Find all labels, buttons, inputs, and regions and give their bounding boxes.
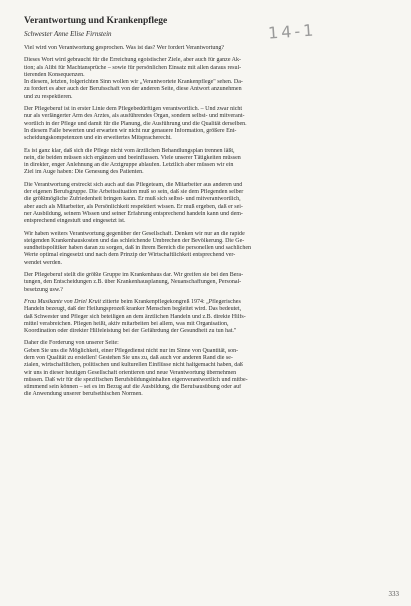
paragraph bbox=[24, 272, 399, 294]
text-line: tungen, den Entscheidungen z.B. über Krankenhausplanung, Neuanschaffungen, Personal- bbox=[24, 279, 242, 286]
page-number: 333 bbox=[388, 590, 399, 598]
text-line: sundheitspolitiker haben daran zu sorgen, daß in ihrem Bereich die personellen und sachlichen bbox=[24, 245, 251, 252]
text-line: tierenden Konsequenzen. bbox=[24, 71, 85, 78]
quote-source: Frau Musikante von Driel Kruit bbox=[24, 298, 101, 305]
text-line: Der Pflegeberuf ist in erster Linie dem Pflegebedürftigen verantwortlich. – Und zwar nicht bbox=[24, 106, 243, 113]
text-line: zu fordert es aber auch der Berufsschaft von der anderen Seite, diese Antwort anzunehmen bbox=[24, 86, 242, 93]
text-line: in direkter, enger Anlehnung an die Arztgruppe ablaufen. Letztlich aber müssen wir ein bbox=[24, 162, 234, 169]
text-line: Viel wird von Verantwortung gesprochen. Was ist das? Wer fordert Verantwortung? bbox=[24, 45, 225, 51]
text-line: und zu respektieren. bbox=[24, 93, 73, 100]
text-line: daß Schwester und Pfleger sich beteiligen an dem ärztlichen Handeln und z.B. direkte Hilfs- bbox=[24, 313, 246, 320]
document-author: Schwester Anne Elise Firnstein bbox=[24, 30, 112, 38]
text-line: mittel verabreichen. Pflegen heißt, aktiv mitarbeiten bei allem, was mit Organisation, bbox=[24, 320, 229, 327]
paragraph bbox=[24, 57, 399, 101]
text-line bbox=[24, 299, 399, 306]
text-line: dern von Qualität zu erstellen! Gestehen Sie uns zu, daß auch vor anderen Rand die se- bbox=[24, 354, 233, 361]
text-line: ner Ausbildung, seinem Wissen und seiner Erfahrung entsprechend handeln kann und dem- bbox=[24, 210, 243, 217]
text-line: entsprechend eingestuft und eingesetzt ist. bbox=[24, 218, 126, 225]
document-title: Verantwortung und Krankenpflege bbox=[24, 16, 168, 26]
text-line: Wir haben weiters Verantwortung gegenüber der Gesellschaft. Denken wir nur an die rapide bbox=[24, 230, 245, 237]
text-line: scheidungskompetenzen und ein erweitertes Mitspracherecht. bbox=[24, 135, 172, 142]
handwritten-note: 14-1 bbox=[267, 20, 317, 43]
text-line: Dieses Wort wird gebraucht für die Erreichung egoistischer Ziele, aber auch für ganze Ak- bbox=[24, 57, 241, 64]
text-line: Handeln bezeugt, daß der Heilungsprozeß kranker Menschen begleitet wird. Das bedeutet, bbox=[24, 306, 242, 313]
text-line: Ziel im Auge haben: Die Genesung des Patienten. bbox=[24, 169, 144, 176]
paragraph bbox=[24, 182, 399, 226]
text-line: wir uns in dieser heutigen Gesellschaft orientieren und neue Verantwortung übernehmen bbox=[24, 369, 237, 376]
text-line: steigenden Krankenhauskosten und das schleichende Umbrechen der Bevölkerung. Die Ge- bbox=[24, 237, 245, 244]
text-line: tion; als Alibi für Machtansprüche – sowie für persönlichen Einsatz mit allen daraus resul- bbox=[24, 64, 242, 71]
text-line: besetzung usw.? bbox=[24, 286, 63, 293]
paragraph bbox=[24, 106, 399, 142]
text-line: zialen, wirtschaftlichen, politischen und kulturellen Einflüsse nicht haltgemacht haben, daß bbox=[24, 362, 243, 369]
paragraph bbox=[24, 340, 399, 398]
text-line: nein, die beiden müssen sich ergänzen und beeinflussen. Viele unserer Tätigkeiten müssen bbox=[24, 154, 241, 161]
text-line: Die Verantwortung erstreckt sich auch auf das Pflegeteam, die Mitarbeiter aus anderen und bbox=[24, 181, 243, 188]
text-line: wendet werden. bbox=[24, 259, 62, 266]
text-line: aber auch als Mitarbeiter, als Persönlichkeit respektiert wissen. Er muß ergeben, daß er sei- bbox=[24, 203, 243, 210]
paragraph bbox=[24, 231, 399, 267]
text-line: In diesem, letzten, folgerichten Sinn wollen wir „Verantwortete Krankenpflege" sehen. Da- bbox=[24, 79, 243, 86]
text-line: Koordination oder direkter Hilfeleistung bei der Gefährdung der Gesundheit zu tun hat." bbox=[24, 328, 237, 335]
text-line: Der Pflegeberuf stellt die größte Gruppe im Krankenhaus dar. Wir greifen sie bei den Bera- bbox=[24, 272, 244, 279]
text-line: der eigenen Berufsgruppe. Die Arbeitssituation muß so sein, daß sie dem Pflegenden selber bbox=[24, 189, 244, 196]
document-body bbox=[24, 45, 399, 399]
text-line: die größtmögliche Zufriedenheit bringen kann. Er muß sich selbst- und mitverantwortlich, bbox=[24, 196, 241, 203]
text-line: nur als verlängerter Arm des Arztes, als ausführendes Organ, sondern selbst- und mitverant- bbox=[24, 113, 245, 120]
text-line: die Anwendung unserer berufsethischen Normen. bbox=[24, 391, 143, 398]
text-line: Es ist ganz klar, daß sich die Pflege nicht vom ärztlichen Behandlungsplan trennen läßt, bbox=[24, 147, 235, 154]
paragraph bbox=[24, 45, 399, 52]
text-line: stimmend sein können – sei es im Bezug auf die Ausbildung, die Berufsausübung oder auf bbox=[24, 384, 242, 391]
paragraph bbox=[24, 299, 399, 335]
text-line: Geben Sie uns die Möglichkeit, einer Pflegedienst nicht nur im Sinne von Quantität, son- bbox=[24, 347, 239, 354]
text-line: In diesem Falle bewerten und erwarten wir nicht nur genauere Information, größere Ent- bbox=[24, 127, 237, 134]
text-run: zitierte beim Krankenpflegekongreß 1974: „Pflegerisches bbox=[101, 298, 241, 305]
text-line: Werte optimal eingesetzt und nach dem Prinzip der Wirtschaftlichkeit entsprechend ver- bbox=[24, 252, 236, 259]
text-line: müssen. Daß wir für die spezifischen Berufsbildungsinhalten eigenverantwortlich und mitbe- bbox=[24, 376, 248, 383]
text-line: wortlich in der Pflege und damit für die Planung, die Ausführung und die Qualität derselben. bbox=[24, 120, 247, 127]
text-line: Daher die Forderung von unserer Seite: bbox=[24, 340, 119, 347]
paragraph bbox=[24, 148, 399, 177]
